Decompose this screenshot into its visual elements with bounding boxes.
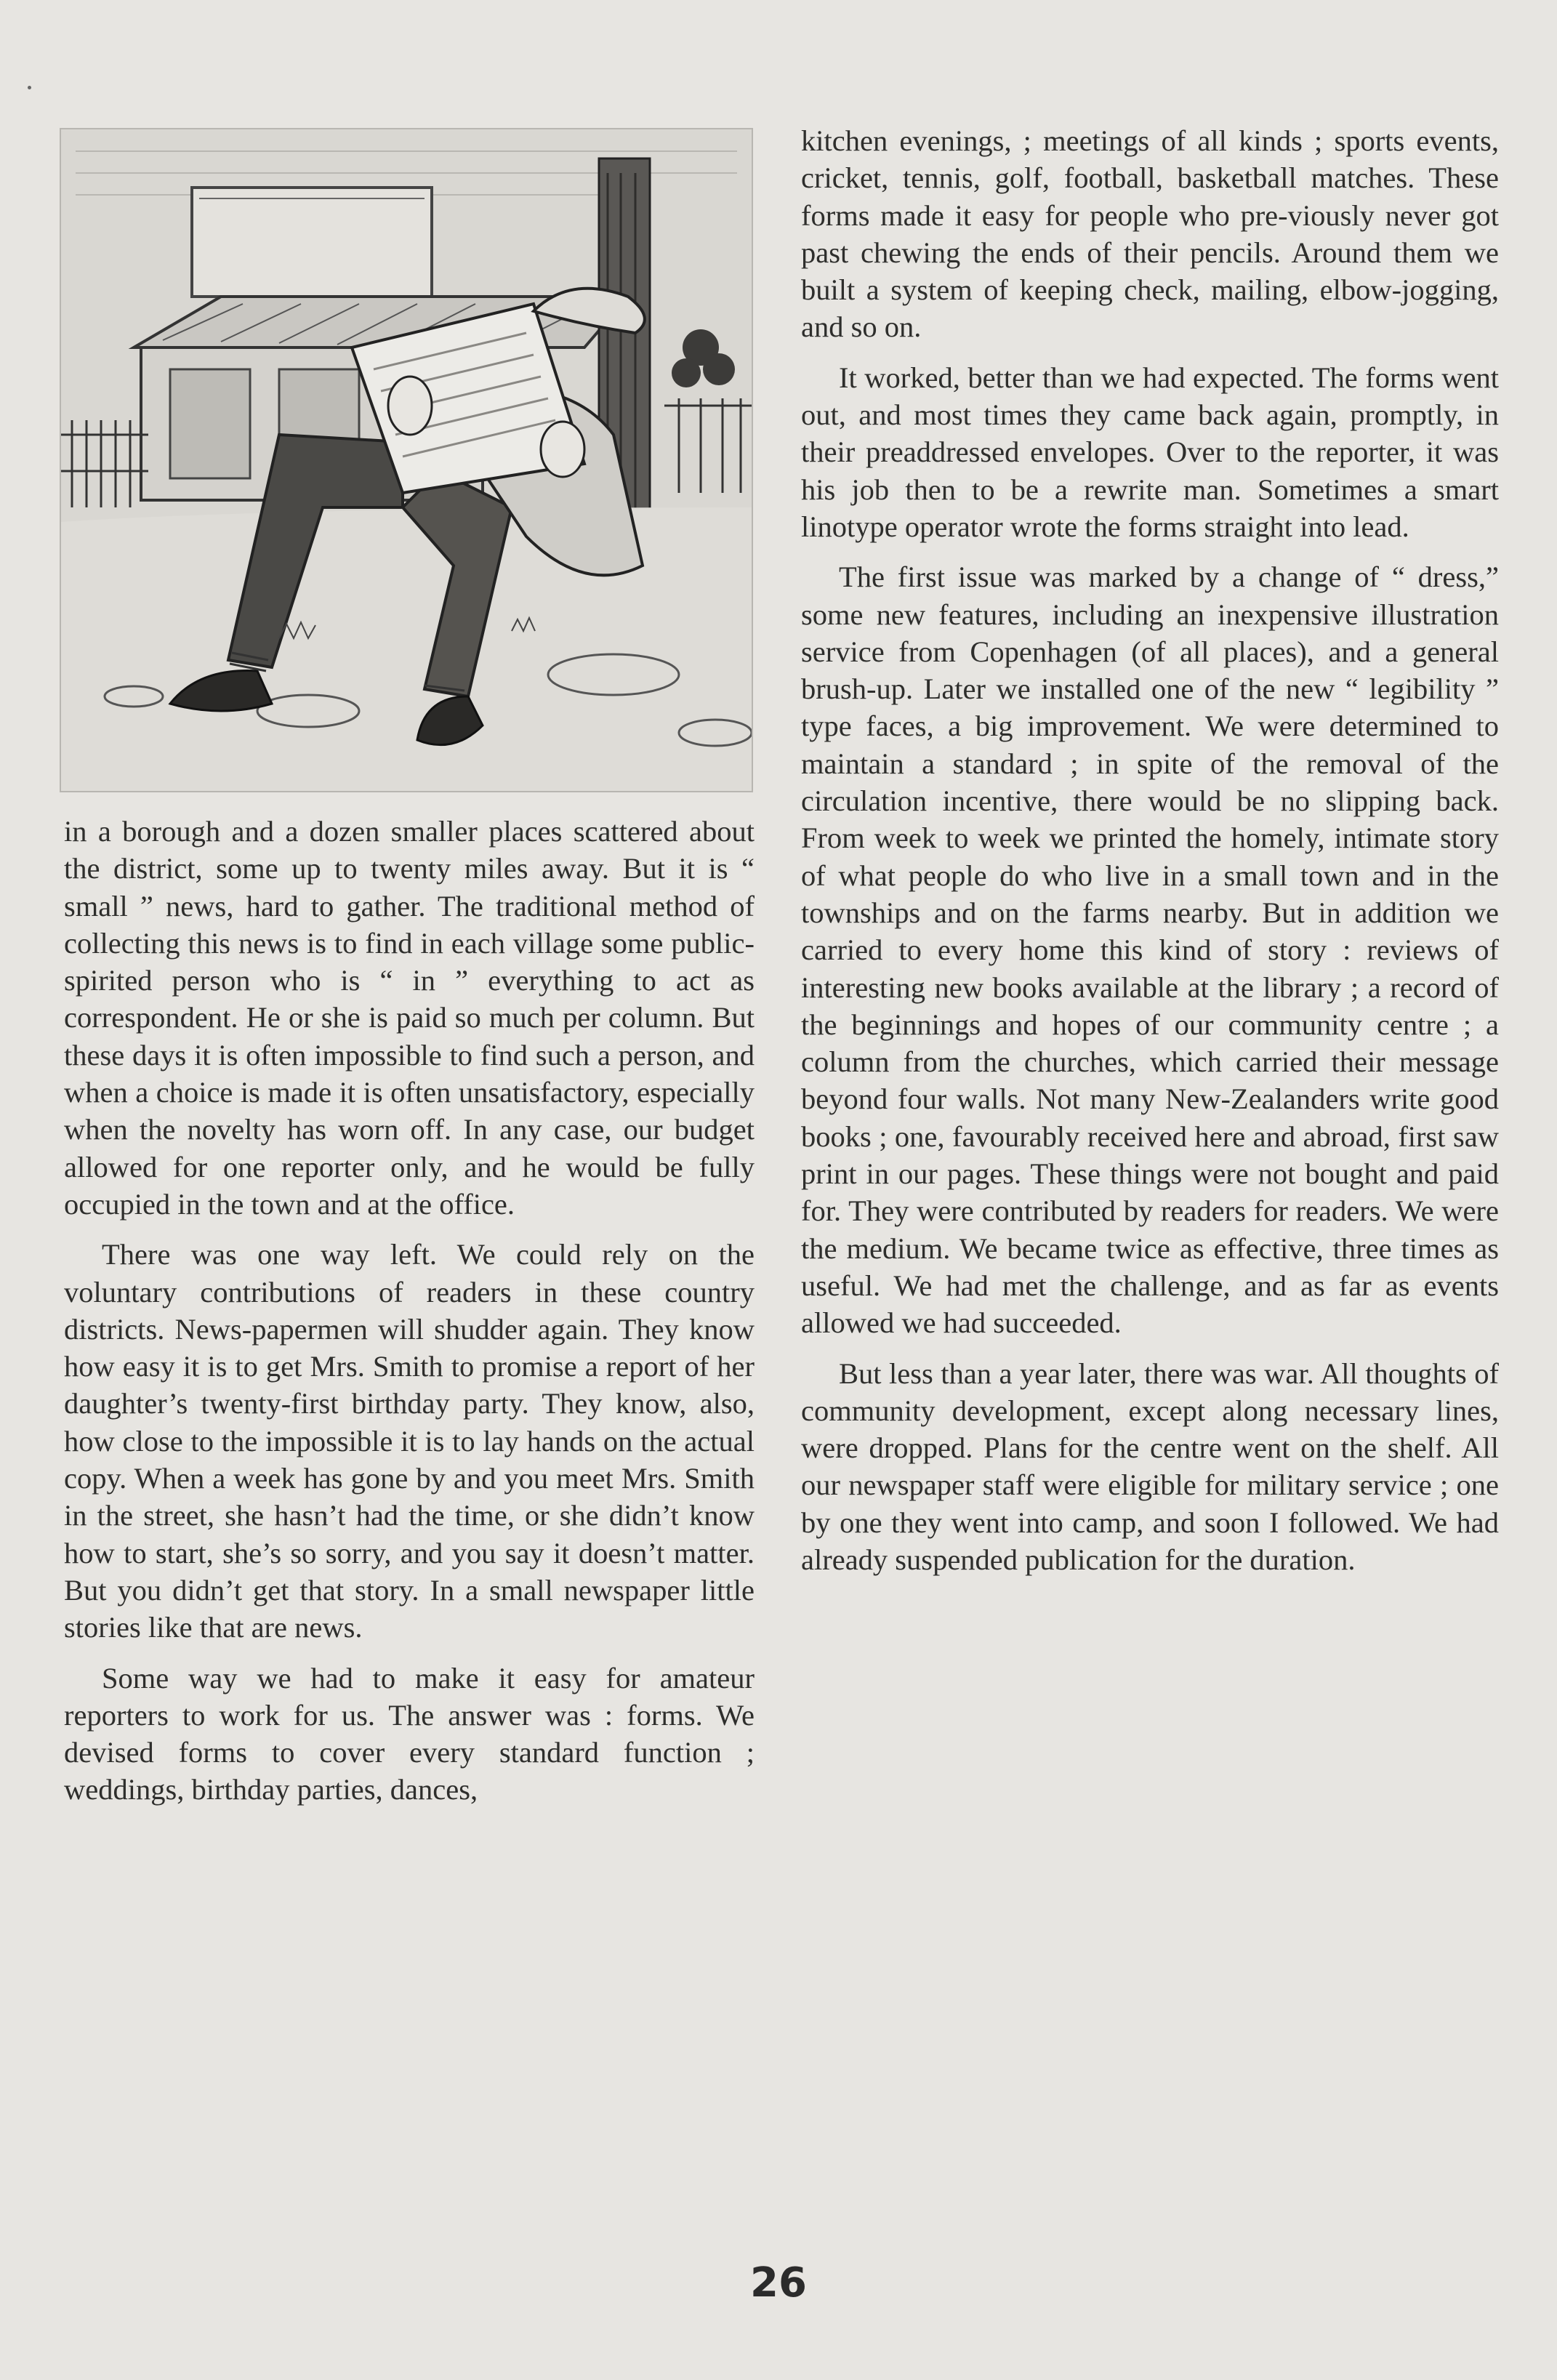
right-paragraph-1: kitchen evenings, ; meetings of all kinds ; sports events, cricket, tennis, golf, football, basketball matches. These forms made it easy for people who pre-viously never got past chewing the ends of their pencils. Around them we built a system of keeping check, mailing, elbow-jogging, and so on.: [801, 124, 1499, 344]
print-speck: [28, 86, 31, 89]
man-reading-newspaper-icon: [61, 129, 752, 791]
right-paragraph-4: But less than a year later, there was war. All thoughts of community development, except along necessary lines, were dropped. Plans for the centre went on the shelf. All our newspaper staff were eligible for military service ; one by one they went into camp, and soon I followed. We had already suspended publication for the duration.: [801, 1356, 1499, 1576]
page-number: 26: [750, 2259, 807, 2307]
left-paragraph-1: in a borough and a dozen smaller places scattered about the district, some up to twenty miles away. But it is “ small ” news, hard to gather. The traditional method of collecting this news is to find in each village some public-spirited person who is “ in ” everything to act as correspondent. He or she is paid so much per column. But these days it is often impossible to find such a person, and when a choice is made it is often unsatisfactory, especially when the novelty has worn off. In any case, our budget allowed for one reporter only, and he would be fully occupied in the town and at the office.: [64, 815, 755, 1221]
left-column-text: [64, 813, 755, 1822]
left-paragraph-3: Some way we had to make it easy for amateur reporters to work for us. The answer was : forms. We devised forms to cover every standard function ; weddings, birthday parties, dances,: [64, 1661, 755, 1806]
right-paragraph-2: It worked, better than we had expected. The forms went out, and most times they came back again, promptly, in their preaddressed envelopes. Over to the reporter, it was his job then to be a rewrite man. Sometimes a smart linotype operator wrote the forms straight into lead.: [801, 361, 1499, 543]
man-reading-newspaper-illustration: [60, 128, 753, 792]
right-paragraph-3: The first issue was marked by a change of “ dress,” some new features, including an inexpensive illustration service from Copenhagen (of all places), and a general brush-up. Later we installed one of the new “ legibility ” type faces, a big improvement. We were determined to maintain a standard ; in spite of the removal of the circulation incentive, there would be no slipping back. From week to week we printed the homely, intimate story of what people do who live in a small town and in the townships and on the farms nearby. But in addition we carried to every home this kind of story : reviews of interesting new books available at the library ; a record of the beginnings and hopes of our community centre ; a column from the churches, which carried their message beyond four walls. Not many New-Zealanders write good books ; one, favourably received here and abroad, first saw print in our pages. These things were not bought and paid for. They were contributed by readers for readers. We were the medium. We became twice as effective, three times as useful. We had met the challenge, and as far as events allowed we had succeeded.: [801, 560, 1499, 1340]
left-paragraph-2: There was one way left. We could rely on the voluntary contributions of readers in these country districts. News-papermen will shudder again. They know how easy it is to get Mrs. Smith to promise a report of her daughter’s twenty-first birthday party. They know, also, how close to the impossible it is to lay hands on the actual copy. When a week has gone by and you meet Mrs. Smith in the street, she hasn’t had the time, or she didn’t know how to start, she’s so sorry, and you say it doesn’t matter. But you didn’t get that story. In a small newspaper little stories like that are news.: [64, 1238, 755, 1644]
right-column-text: [801, 122, 1499, 1591]
